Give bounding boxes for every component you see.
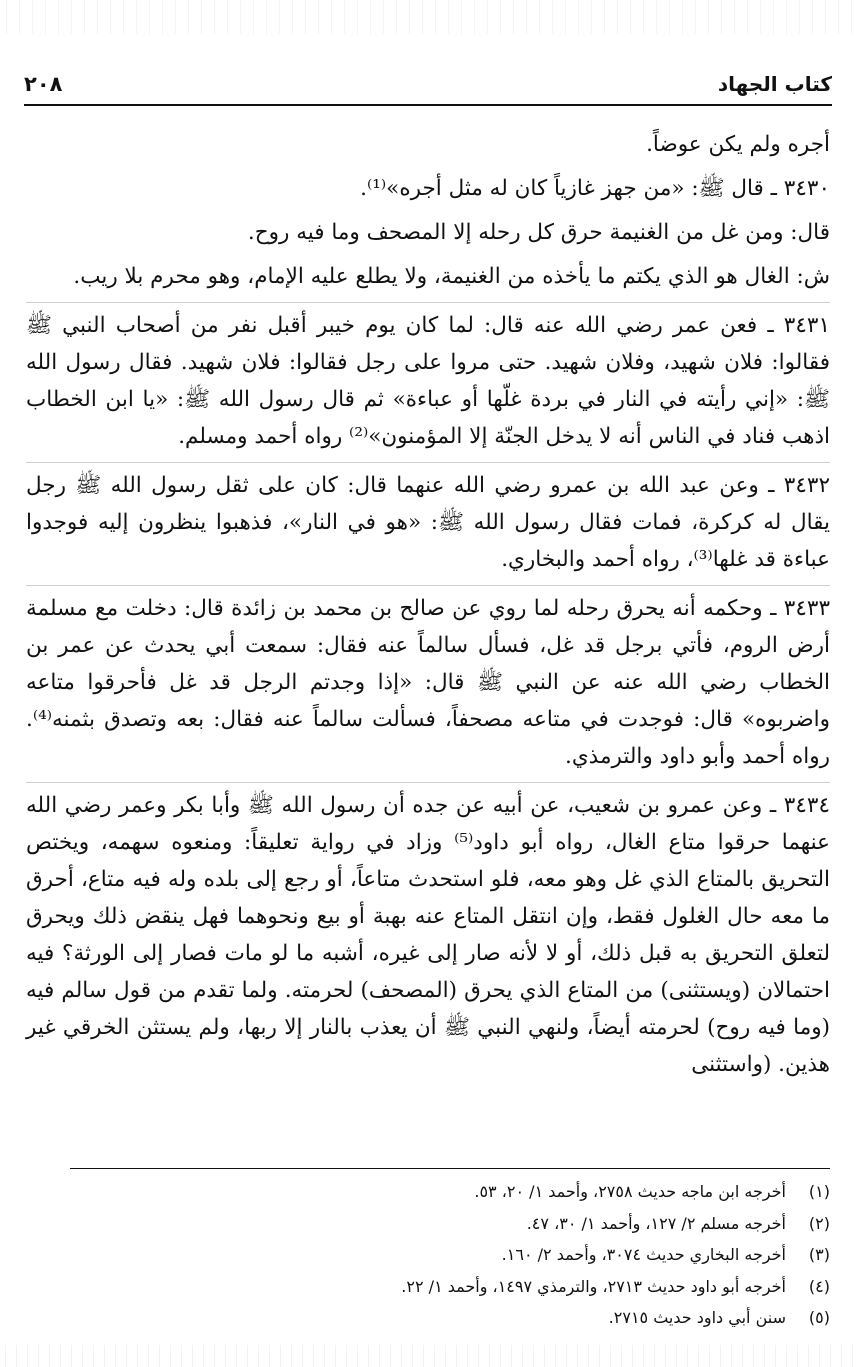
main-text [26,126,830,1090]
scan-edge-top [0,0,856,34]
footnote [60,1208,830,1240]
footnote-text: أخرجه مسلم ٢/ ١٢٧، وأحمد ١/ ٣٠، ٤٧. [526,1213,786,1233]
footnote [60,1176,830,1208]
footnotes [60,1176,830,1334]
footnote-number: (٤) [808,1276,830,1296]
page-header [24,64,832,106]
scan-edge-bottom [0,1345,856,1367]
page-number: ٢٠٨ [24,72,63,96]
footnote-text: أخرجه ابن ماجه حديث ٢٧٥٨، وأحمد ١/ ٢٠، ٥٣. [474,1182,786,1201]
footnote-number: (٥) [808,1308,830,1327]
paragraph-continuation: أجره ولم يكن عوضاً. [646,132,830,157]
footnote-divider [70,1168,830,1169]
hadith-3434: ٣٤٣٤ ـ وعن عمرو بن شعيب، عن أبيه عن جده أن رسول الله ﷺ وأبا بكر وعمر رضي الله عنهما حرقوا متاع الغال، رواه أبو داود⁽⁵⁾ وزاد في رواية تعليقاً: ومنعوه سهمه، ويختص التحريق بالمتاع الذي غل وهو معه، فلو استحدث متاعاً، أو رجع إلى بلده وله فيه متاع، أحرق ما معه حال الغلول فقط، وإن انتقل المتاع عنه بهبة أو بيع ونحوهما فهل ينقض ذلك ويحرق لتعلق التحريق به قبل ذلك، أو لا لأنه صار إلى غيره، أشبه ما لو مات فصار إلى الورثة؟ فيه احتمالان (ويستثنى) من المتاع الذي يحرق (المصحف) لحرمته. ولما تقدم من قول سالم فيه (وما فيه روح) لحرمته أيضاً، ولنهي النبي ﷺ أن يعذب بالنار إلا ربها، ولم يستثن الخرقي غير هذين. (واستثنى [26,782,830,1083]
footnote [60,1271,830,1303]
footnote [60,1239,830,1271]
hadith-3432: ٣٤٣٢ ـ وعن عبد الله بن عمرو رضي الله عنهما قال: كان على ثقل رسول الله ﷺ رجل يقال له كركرة، فمات فقال رسول الله ﷺ: «هو في النار»، فذهبوا ينظرون إليه فوجدوا عباءة قد غلها⁽³⁾، رواه أحمد والبخاري. [26,462,830,578]
book-title: كتاب الجهاد [717,72,832,96]
footnote-number: (٣) [808,1245,830,1264]
hadith-3430: ٣٤٣٠ ـ قال ﷺ: «من جهز غازياً كان له مثل أجره»⁽¹⁾. [360,176,830,201]
footnote-number: (٢) [808,1213,830,1233]
commentary-text: ش: الغال هو الذي يكتم ما يأخذه من الغنيمة، ولا يطلع عليه الإمام، وهو محرم بلا ريب. [73,264,830,289]
ruling-text: قال: ومن غل من الغنيمة حرق كل رحله إلا المصحف وما فيه روح. [247,220,830,245]
footnote [60,1302,830,1334]
hadith-3433: ٣٤٣٣ ـ وحكمه أنه يحرق رحله لما روي عن صالح بن محمد بن زائدة قال: دخلت مع مسلمة أرض الروم، فأتي برجل قد غل، فسأل سالماً عنه فقال: سمعت أبي يحدث عن عمر بن الخطاب رضي الله عنه عن النبي ﷺ قال: «إذا وجدتم الرجل قد غل فأحرقوا متاعه واضربوه» قال: فوجدت في متاعه مصحفاً، فسألت سالماً عنه فقال: بعه وتصدق بثمنه⁽⁴⁾. رواه أحمد وأبو داود والترمذي. [26,585,830,775]
footnote-number: (١) [808,1182,830,1201]
footnote-text: سنن أبي داود حديث ٢٧١٥. [608,1308,786,1327]
hadith-3431: ٣٤٣١ ـ فعن عمر رضي الله عنه قال: لما كان يوم خيبر أقبل نفر من أصحاب النبي ﷺ فقالوا: فلان شهيد، وفلان شهيد. حتى مروا على رجل فقالوا: فلان شهيد. فقال رسول الله ﷺ: «إني رأيته في النار في بردة غلّها أو عباءة» ثم قال رسول الله ﷺ: «يا ابن الخطاب اذهب فناد في الناس أنه لا يدخل الجنّة إلا المؤمنون»⁽²⁾ رواه أحمد ومسلم. [26,302,830,455]
footnote-text: أخرجه البخاري حديث ٣٠٧٤، وأحمد ٢/ ١٦٠. [501,1245,786,1264]
footnote-text: أخرجه أبو داود حديث ٢٧١٣، والترمذي ١٤٩٧، وأحمد ١/ ٢٢. [401,1276,786,1296]
